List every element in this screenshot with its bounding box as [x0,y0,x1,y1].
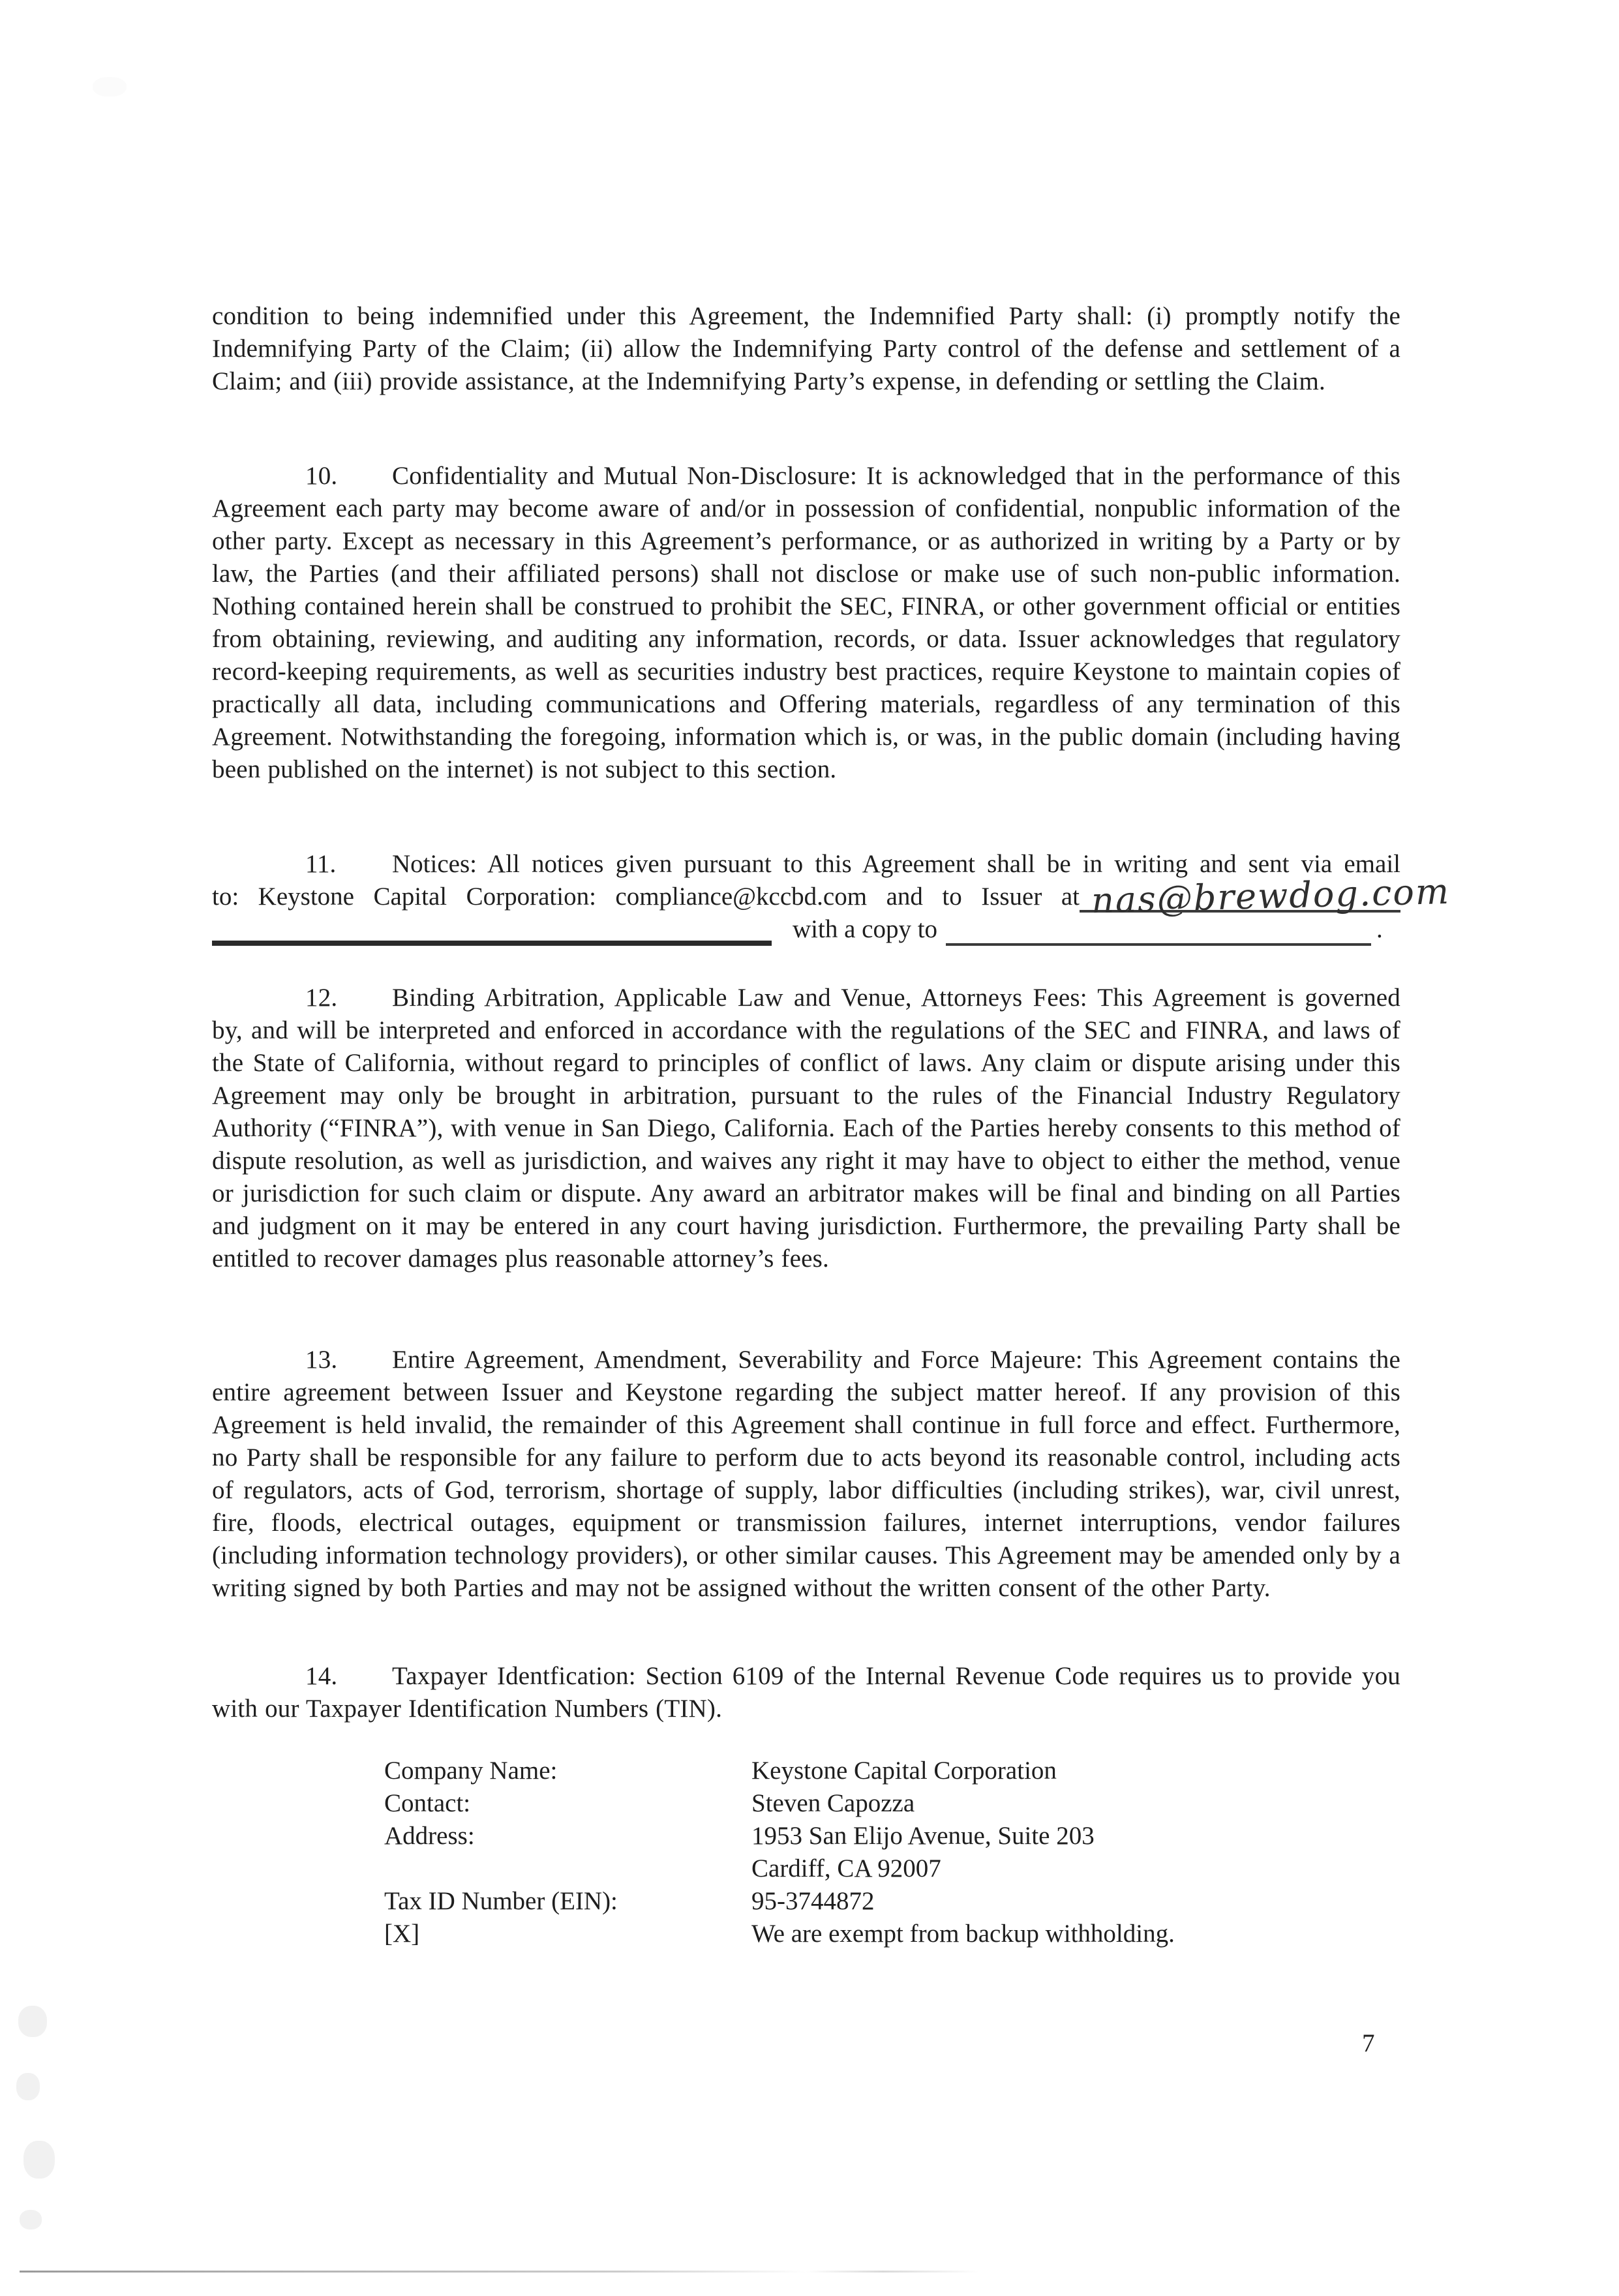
paragraph-continuation: condition to being indemnified under this Agreement, the Indemnified Party shall: (i) promptly notify the Indemnifying Party of the Claim; (ii) allow the Indemnifying Party control of the defense and settlement of a Claim; and (iii) provide assistance, at the Indemnifying Party’s expense, in defending or settling the Claim. [212,302,1400,395]
copy-line-period: . [1376,915,1383,943]
table-row [384,1852,1400,1885]
scan-smudge [23,2141,55,2179]
row-label: Address: [384,1822,475,1850]
row-value: Keystone Capital Corporation [751,1757,1057,1785]
scan-smudge [93,77,127,97]
section-11-text-line2: to: Keystone Capital Corporation: compliance@kccbd.com and to Issuer at [212,883,1080,911]
section-13-text: Entire Agreement, Amendment, Severability and Force Majeure: This Agreement contains the entire agreement between Issuer and Keystone regarding the subject matter hereof. If any provision of this Agreement is held invalid, the remainder of this Agreement shall continue in full force and effect. Furthermore, no Party shall be responsible for any failure to perform due to acts beyond its reasonable control, including acts of regulators, acts of God, terrorism, shortage of supply, labor difficulties (including strikes), war, civil unrest, fire, floods, electrical outages, equipment or transmission failures, internet interruptions, vendor failures (including information technology providers), or other similar causes. This Agreement may be amended only by a writing signed by both Parties and may not be assigned without the written consent of the other Party. [212,1346,1400,1602]
section-10-text: Confidentiality and Mutual Non-Disclosure: It is acknowledged that in the performance of this Agreement each party may become aware of and/or in possession of confidential, nonpublic information of the other party. Except as necessary in this Agreement’s performance, or as authorized in writing by a Party or by law, the Parties (and their affiliated persons) shall not disclose or make use of such non-public information. Nothing contained herein shall be construed to prohibit the SEC, FINRA, or other government official or entities from obtaining, reviewing, and auditing any information, records, or data. Issuer acknowledges that regulatory record-keeping requirements, as well as securities industry best practices, require Keystone to maintain copies of practically all data, including communications and Offering materials, regardless of any termination of this Agreement. Notwithstanding the foregoing, information which is, or was, in the public domain (including having been published on the internet) is not subject to this section. [212,462,1400,783]
handwritten-email: nas@brewdog.com [1091,870,1451,922]
table-row [384,1885,1400,1918]
tin-table [212,1755,1400,1950]
section-13-number: 13. [305,1346,338,1374]
section-14-text: Taxpayer Identfication: Section 6109 of the Internal Revenue Code requires us to provide you with our Taxpayer Identification Numbers (TIN). [212,1662,1400,1723]
section-14-number: 14. [305,1662,338,1690]
row-value: Cardiff, CA 92007 [751,1854,941,1882]
section-10-paragraph [212,460,1400,786]
row-label: Company Name: [384,1757,558,1785]
section-11-line2 [212,870,1451,922]
row-value: We are exempt from backup withholding. [751,1920,1175,1948]
issuer-email-blank-line [1080,870,1451,922]
bottom-scan-line [20,2271,978,2273]
section-12-paragraph [212,982,1400,1275]
section-11-line1 [212,848,1400,881]
with-copy-label: with a copy to [793,915,938,943]
scan-smudge [18,2006,47,2037]
table-row [384,1918,1400,1950]
section-14-paragraph [212,1660,1400,1725]
section-12-text: Binding Arbitration, Applicable Law and Venue, Attorneys Fees: This Agreement is governed by, and will be interpreted and enforced in accordance with the regulations of the SEC and FINRA, and laws of the State of California, without regard to principles of conflict of laws. Any claim or dispute arising under this Agreement may only be brought in arbitration, pursuant to the rules of the Financial Industry Regulatory Authority (“FINRA”), with venue in San Diego, California. Each of the Parties hereby consents to this method of dispute resolution, as well as jurisdiction, and waives any right it may have to object to either the method, venue or jurisdiction for such claim or dispute. Any award an arbitrator makes will be final and binding on all Parties and judgment on it may be entered in any court having jurisdiction. Furthermore, the prevailing Party shall be entitled to recover damages plus reasonable attorney’s fees. [212,984,1400,1273]
table-row [384,1755,1400,1787]
section-13-paragraph [212,1344,1400,1605]
copy-blank-line-left [212,911,772,946]
section-11-text-line1: Notices: All notices given pursuant to this Agreement shall be in writing and sent via email [392,850,1400,878]
section-11-copy-line [212,913,1400,946]
copy-blank-line-right [946,913,1371,946]
row-label: [X] [384,1920,420,1948]
row-label: Tax ID Number (EIN): [384,1887,618,1915]
section-10-number: 10. [305,462,338,490]
scan-smudge [20,2210,42,2229]
scan-smudge [16,2073,40,2100]
table-row [384,1787,1400,1820]
row-value: Steven Capozza [751,1789,915,1817]
row-value: 95-3744872 [751,1887,875,1915]
section-11-number: 11. [305,850,337,878]
row-label: Contact: [384,1789,471,1817]
page-number: 7 [1362,2029,1375,2057]
section-12-number: 12. [305,984,338,1012]
row-value: 1953 San Elijo Avenue, Suite 203 [751,1822,1095,1850]
table-row [384,1820,1400,1852]
